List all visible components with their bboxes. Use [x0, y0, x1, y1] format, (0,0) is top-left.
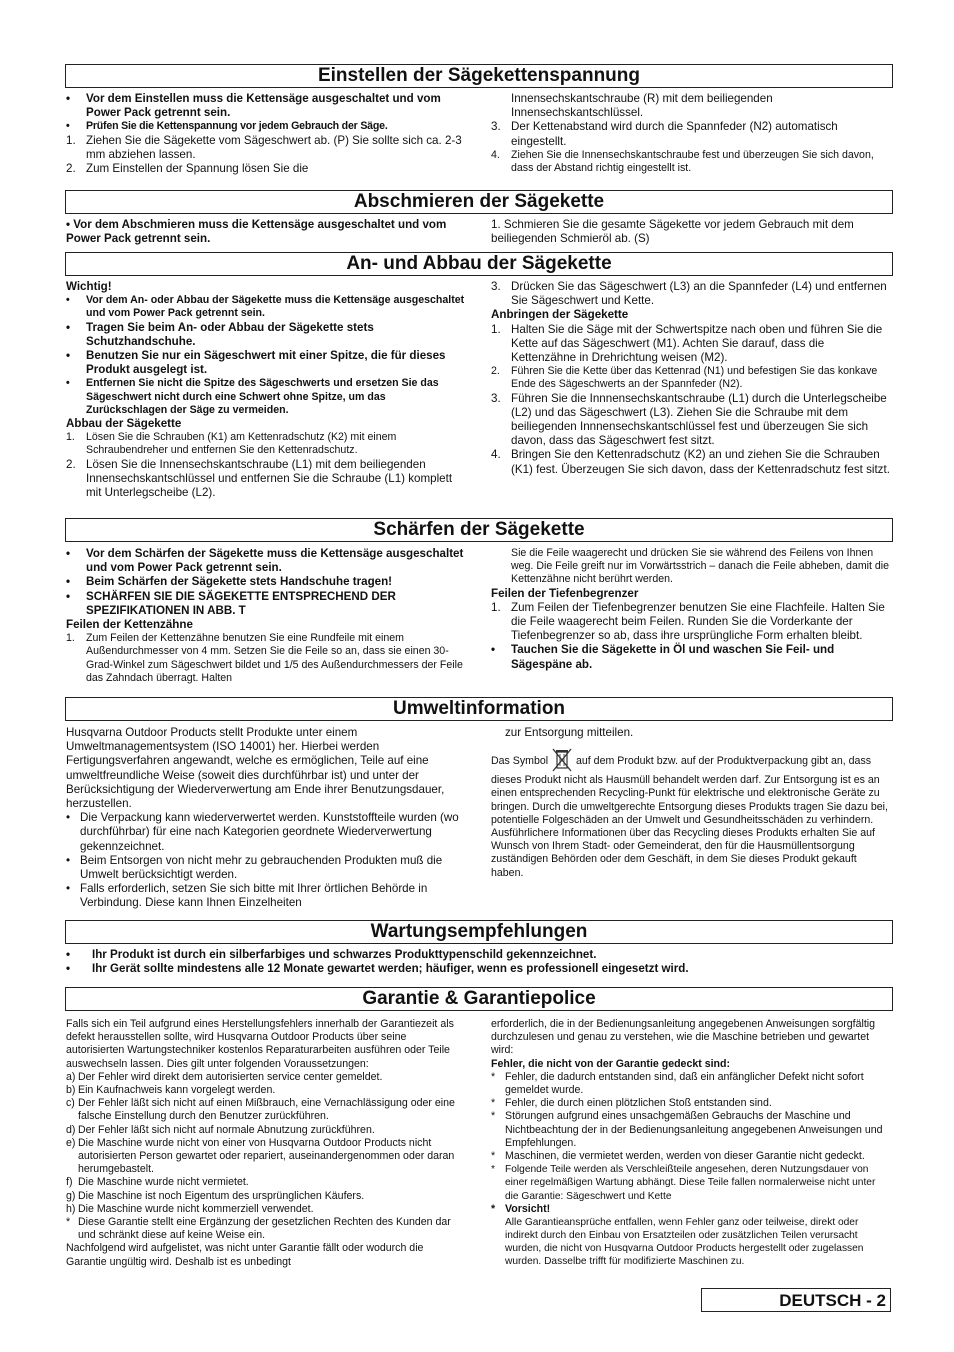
list-item: 1. Zum Feilen der Tiefenbegrenzer benutzen Sie eine Flachfeile. Halten Sie die Feile waagerecht beim Feilen. Runden Sie die Vorderkante der Tiefenbegrenzer so ab, dass ihre ursprüngliche Form erhalten bleibt.: [491, 600, 885, 643]
exclusions-heading: Fehler, die nicht von der Garantie gedeckt sind:: [491, 1057, 731, 1070]
list-item: 4. Ziehen Sie die Innensechskantschraube fest und überzeugen Sie sich davon, dass der Abstand richtig eingestellt ist.: [491, 148, 874, 175]
crossed-bin-icon: [551, 748, 573, 774]
list-item: • Benutzen Sie nur ein Sägeschwert mit einer Spitze, die für dieses Produkt ausgelegt ist.: [66, 349, 446, 377]
schaerfen-left: [66, 547, 466, 685]
list-item: 2. Lösen Sie die Innensechskantschraube (L1) mit dem beiliegenden Innensechskantschlüssel und entfernen Sie die Schraube (L1) komplett mit Unterlegscheibe (L2).: [66, 457, 453, 500]
vorsicht-text: Alle Garantieansprüche entfallen, wenn Fehler ganz oder teilweise, direkt oder indirekt durch den Einbau von Ersatzteilen oder zusätzlichen Teilen verursacht wurden, die nicht von Husqvarna Outdoor Products hergestellt oder zugelassen wurden. Dasselbe trifft für modifizierte Maschinen zu.: [505, 1217, 864, 1268]
section-title-kettenspannung: Einstellen der Sägekettenspannung: [65, 64, 893, 88]
kettenspannung-right: [491, 92, 891, 175]
list-item: * Fehler, die dadurch entstanden sind, daß ein anfänglicher Defekt nicht sofort gemeldet wurde.: [491, 1070, 864, 1097]
list-item: 3. Der Kettenabstand wird durch die Spannfeder (N2) automatisch eingestellt.: [491, 120, 838, 148]
list-item: * Störungen aufgrund eines unsachgemäßen Gebrauchs der Maschine und Nichtbeachtung der in der Bedienungsanleitung angegebenen Anweisungen und Empfehlungen.: [491, 1110, 883, 1149]
list-item: 2. Zum Einstellen der Spannung lösen Sie die: [66, 162, 309, 176]
list-item: • Die Verpackung kann wiederverwertet werden. Kunststoffteile wurden (wo durchführbar) für eine nach Kategorien geordnete Wiederverwertung gekennzeichnet.: [66, 811, 459, 853]
list-item: * Diese Garantie stellt eine Ergänzung der gesetzlichen Rechten des Kunden dar und schränkt diese auf keine Weise ein.: [66, 1216, 451, 1242]
list-item: * Folgende Teile werden als Verschleißteile angesehen, deren Nutzungsdauer von einer regelmäßigen Wartung abhängt. Diese Teile fallen normalerweise nicht unter die Garantie: Sägeschwert und Kette: [491, 1164, 876, 1202]
list-item: 1. Halten Sie die Säge mit der Schwertspitze nach oben und führen Sie die Kette auf das Sägeschwert (M1). Achten Sie darauf, dass die Kettenzähne in Drehrichtung weisen (M2).: [491, 322, 883, 365]
list-item: * Maschinen, die vermietet werden, werden von dieser Garantie nicht gedeckt.: [491, 1150, 865, 1163]
section-title-schaerfen: Schärfen der Sägekette: [65, 518, 893, 542]
umwelt-symbol-text: Das Symbol auf dem Produkt bzw. auf der Produktverpackung gibt an, dass dieses Produkt nicht als Hausmüll behandelt werden darf. Zur Entsorgung ist es an einen entsprechenden Recycling-Punkt für elektrische und elektronische Geräte zu bringen. Durch die umweltgerechte Entsorgung dieses Produkts tragen Sie dazu bei, potentielle Folgeschäden an der Umwelt und Gesundheitsschäden zu verhindern. Ausführlichere Informationen über das Recycling dieses Produkts erhalten Sie auf Wunsch von Ihrem Stadt- oder Gemeinderat, den für die Hausmüllentsorgung zuständigen Behörden oder dem Geschäft, in dem Sie dieses Produkt gekauft haben.: [491, 748, 891, 880]
list-item: * Vorsicht!: [491, 1202, 551, 1215]
list-item: 4. Bringen Sie den Kettenradschutz (K2) an und ziehen Sie die Schrauben (K1) fest. Überzeugen Sie sich davon, dass der Kettenradschutz fest sitzt.: [491, 448, 890, 476]
list-item: • Vor dem Einstellen muss die Kettensäge ausgeschaltet und vom Power Pack getrennt sein.: [66, 92, 441, 120]
anbau-right: [491, 280, 891, 477]
list-item: • Beim Entsorgen von nicht mehr zu gebrauchenden Produkten muß die Umwelt berücksichtigt werden.: [66, 853, 443, 882]
list-item: • Vor dem An- oder Abbau der Sägekette muss die Kettensäge ausgeschaltet und vom Power Pack getrennt sein.: [66, 294, 465, 320]
list-item: • SCHÄRFEN SIE DIE SÄGEKETTE ENTSPRECHEND DER SPEZIFIKATIONEN IN ABB. T: [66, 589, 396, 617]
garantie-intro: Falls sich ein Teil aufgrund eines Herstellungsfehlers innerhalb der Garantiezeit als defekt herausstellen sollte, wird Husqvarna Outdoor Products über seine autorisierten Wartungstechniker kostenlos Reparaturarbeiten ausführen oder Teile auswechseln lassen. Dies gilt unter folgenden Voraussetzungen:: [66, 1018, 454, 1070]
abschmieren-left: • Vor dem Abschmieren muss die Kettensäge ausgeschaltet und vom Power Pack getrennt sein.: [66, 218, 447, 246]
list-item: e) Die Maschine wurde nicht von einer von Husqvarna Outdoor Products nicht autorisierten Person gewartet oder repariert, auseinandergenommen oder daran herumgebastelt.: [66, 1136, 455, 1176]
garantie-right: [491, 1018, 891, 1268]
list-item: * Fehler, die durch einen plötzlichen Stoß entstanden sind.: [491, 1097, 772, 1110]
section-title-wartung: Wartungsempfehlungen: [65, 920, 893, 944]
list-item: • Tauchen Sie die Sägekette in Öl und waschen Sie Feil- und Sägespäne ab.: [491, 643, 835, 671]
abbau-heading: Abbau der Sägekette: [66, 417, 182, 431]
list-item: 2. Führen Sie die Kette über das Kettenrad (N1) und befestigen Sie das konkave Ende des Sägeschwerts an der Spannfeder (N2).: [491, 365, 878, 391]
anbringen-heading: Anbringen der Sägekette: [491, 308, 629, 322]
garantie-right-head: erforderlich, die in der Bedienungsanleitung angegebenen Anweisungen sorgfältig durchzulesen und genau zu verstehen, wie die Maschine betrieben und gewartet wird:: [491, 1018, 876, 1057]
abschmieren-right: 1. Schmieren Sie die gesamte Sägekette vor jedem Gebrauch mit dem beiliegenden Schmieröl ab. (S): [491, 218, 854, 246]
schaerfen-right: [491, 547, 891, 672]
list-item: 1. Lösen Sie die Schrauben (K1) am Kettenradschutz (K2) mit einem Schraubendreher und entfernen Sie den Kettenradschutz.: [66, 431, 397, 457]
garantie-left-tail: Nachfolgend wird aufgelistet, was nicht unter Garantie fällt oder wodurch die Garantie ungültig wird. Deshalb ist es unbedingt: [66, 1242, 424, 1268]
list-item: a) Der Fehler wird direkt dem autorisierten service center gemeldet.: [66, 1070, 383, 1083]
list-item: 3. Führen Sie die Innnensechskantschraube (L1) durch die Unterlegscheibe (L2) und das Sägeschwert (L3). Ziehen Sie die Schraube mit dem beiliegenden Innnensechskantschlüssel fest und überzeugen Sie sich davon, dass das Sägeschwert fest sitzt.: [491, 391, 887, 448]
list-item: • Entfernen Sie nicht die Spitze des Sägeschwerts und ersetzen Sie das Sägeschwert nicht durch eine Schwert ohne Spitze, um das Zurückschlagen der Säge zu vermeiden.: [66, 377, 439, 416]
umwelt-intro: Husqvarna Outdoor Products stellt Produkte unter einem Umweltmanagementsystem (ISO 14001) her. Hierbei werden Fertigungsverfahren angewandt, welche es ermöglichen, Teile auf eine umweltfreundliche Weise (soweit dies durchführbar ist) und unter der Berücksichtigung der Wiederverwertung am Ende ihrer Benutzungsdauer, herzustellen.: [66, 726, 445, 811]
list-item: 1. Ziehen Sie die Sägekette vom Sägeschwert ab. (P) Sie sollte sich ca. 2-3 mm abziehen lassen.: [66, 133, 462, 161]
list-item: • Ihr Produkt ist durch ein silberfarbiges und schwarzes Produkttypenschild gekennzeichnet.: [66, 948, 597, 961]
list-item: c) Der Fehler läßt sich nicht auf einen Mißbrauch, eine Vernachlässigung oder eine falsche Einstellung durch den Benutzer zurückführen.: [66, 1097, 455, 1123]
list-item: 1. Zum Feilen der Kettenzähne benutzen Sie eine Rundfeile mit einem Außendurchmesser von 4 mm. Setzen Sie die Feile so an, dass sie einen 30-Grad-Winkel zum Sägeschwert bildet und 1/5 des Außendurchmessers der Feile das Zahndach überragt. Halten: [66, 632, 463, 684]
list-item: Sie die Feile waagerecht und drücken Sie sie während des Feilens von Ihnen weg. Die Feile greift nur im Vorwärtsstrich – danach die Feile abheben, damit die Kettenzähne nicht berührt werden.: [511, 547, 890, 586]
list-item: • Beim Schärfen der Sägekette stets Handschuhe tragen!: [66, 575, 393, 589]
list-item: d) Der Fehler läßt sich nicht auf normale Abnutzung zurückführen.: [66, 1123, 375, 1136]
list-item: • Ihr Gerät sollte mindestens alle 12 Monate gewartet werden; häufiger, wenn es professionell eingesetzt wird.: [66, 962, 689, 976]
list-item: • Falls erforderlich, setzen Sie sich bitte mit Ihrer örtlichen Behörde in Verbindung. Diese kann Ihnen Einzelheiten: [66, 882, 428, 910]
umwelt-cont: zur Entsorgung mitteilen.: [505, 726, 634, 739]
anbau-left: [66, 280, 466, 500]
list-item: g) Die Maschine ist noch Eigentum des ursprünglichen Käufers.: [66, 1189, 365, 1202]
umwelt-right: [491, 726, 891, 880]
list-item: • Prüfen Sie die Kettenspannung vor jedem Gebrauch der Säge.: [66, 120, 388, 133]
section-title-garantie: Garantie & Garantiepolice: [65, 987, 893, 1011]
tiefen-heading: Feilen der Tiefenbegrenzer: [491, 586, 639, 600]
list-item: h) Die Maschine wurde nicht kommerziell verwendet.: [66, 1202, 314, 1215]
list-item: 3. Drücken Sie das Sägeschwert (L3) an die Spannfeder (L4) und entfernen Sie Sägeschwert und Kette.: [491, 280, 887, 308]
section-title-anbau: An- und Abbau der Sägekette: [65, 252, 893, 276]
list-item: b) Ein Kaufnachweis kann vorgelegt werden.: [66, 1084, 276, 1097]
feilen-heading: Feilen der Kettenzähne: [66, 618, 193, 632]
list-item: • Vor dem Schärfen der Sägekette muss die Kettensäge ausgeschaltet und vom Power Pack getrennt sein.: [66, 547, 464, 575]
kettenspannung-left: [66, 92, 466, 176]
page-footer: DEUTSCH - 2: [701, 1288, 891, 1312]
list-item: Innensechskantschraube (R) mit dem beiliegenden Innensechskantschlüssel.: [511, 92, 773, 120]
section-title-umwelt: Umweltinformation: [65, 697, 893, 721]
wartung-list: [66, 948, 892, 976]
garantie-left: [66, 1018, 466, 1269]
umwelt-left: [66, 726, 466, 911]
list-item: • Tragen Sie beim An- oder Abbau der Sägekette stets Schutzhandschuhe.: [66, 320, 374, 348]
section-title-abschmieren: Abschmieren der Sägekette: [65, 190, 893, 214]
wichtig-label: Wichtig!: [66, 280, 112, 293]
list-item: f) Die Maschine wurde nicht vermietet.: [66, 1176, 249, 1189]
